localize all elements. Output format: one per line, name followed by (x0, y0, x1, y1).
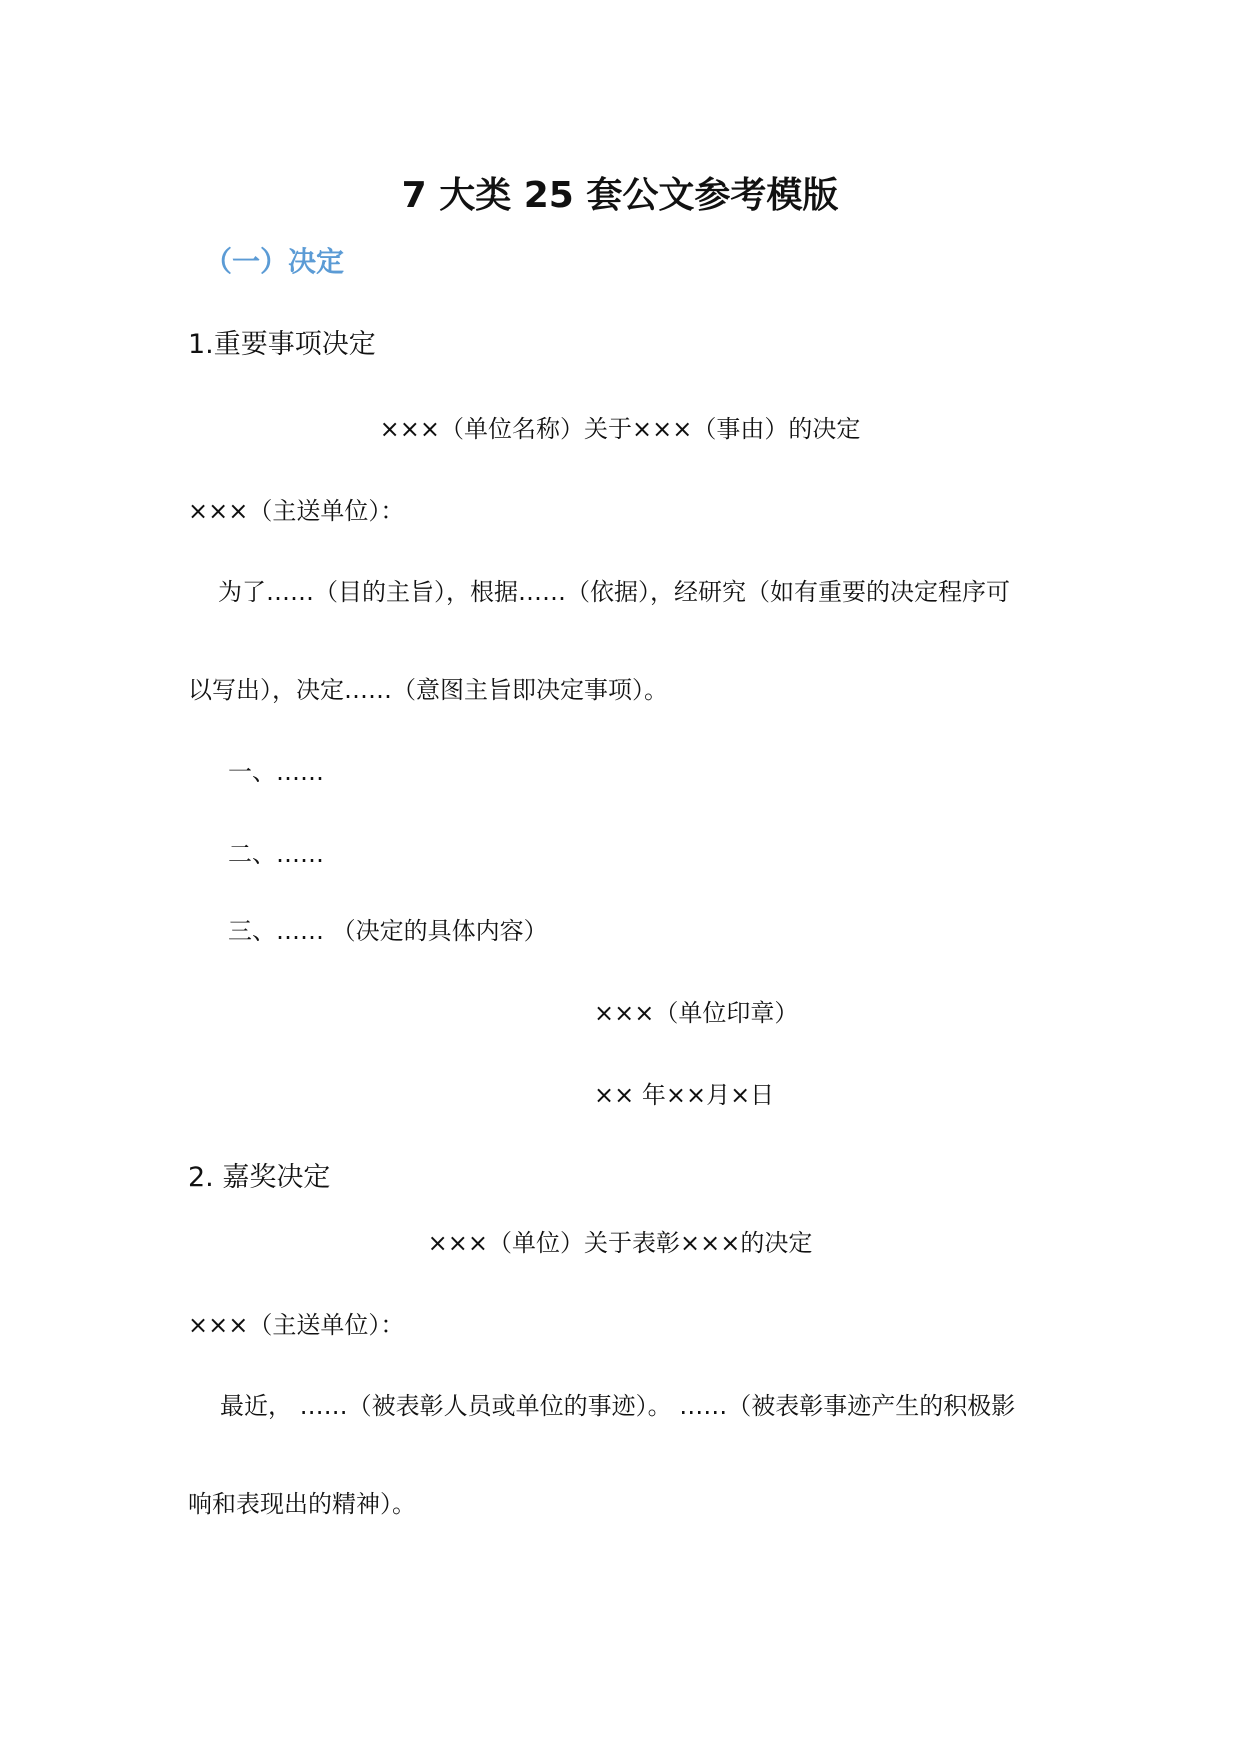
issue-date: ×× 年××月×日 (594, 1081, 775, 1109)
body-line-2a: 最近， ……（被表彰人员或单位的事迹）。 ……（被表彰事迹产生的积极影 (220, 1392, 1016, 1420)
addressee-1: ×××（主送单位）： (188, 497, 405, 525)
list-item-2: 二、…… (228, 840, 324, 868)
list-item-3: 三、…… （决定的具体内容） (228, 917, 548, 945)
document-title: 7 大类 25 套公文参考模版 (401, 175, 839, 216)
subsection-heading-1: 1.重要事项决定 (188, 329, 376, 360)
issuer-seal: ×××（单位印章） (594, 999, 799, 1027)
subsection-heading-2: 2. 嘉奖决定 (188, 1162, 331, 1193)
body-line-2b: 响和表现出的精神）。 (188, 1490, 416, 1518)
list-item-1: 一、…… (228, 758, 324, 786)
body-line-1b: 以写出），决定……（意图主旨即决定事项）。 (188, 676, 668, 704)
decision-title-2: ×××（单位）关于表彰×××的决定 (427, 1229, 813, 1257)
decision-title-1: ×××（单位名称）关于×××（事由）的决定 (379, 415, 861, 443)
section-heading: （一）决定 (204, 245, 345, 278)
body-line-1a: 为了……（目的主旨），根据……（依据），经研究（如有重要的决定程序可 (218, 578, 1010, 606)
addressee-2: ×××（主送单位）： (188, 1311, 405, 1339)
